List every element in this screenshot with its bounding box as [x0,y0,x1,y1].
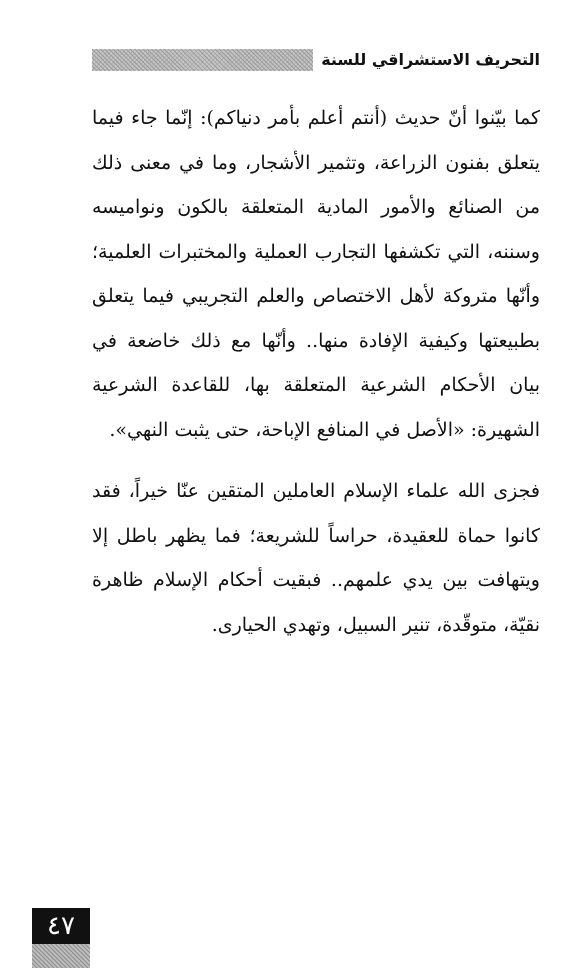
page-number-block [32,908,90,968]
body-text [92,96,540,647]
page-number: ٤٧ [32,908,90,944]
header-texture-band [92,49,313,71]
running-header [92,45,540,75]
paragraph-2: فجزى الله علماء الإسلام العاملين المتقين عنّا خيراً، فقد كانوا حماة للعقيدة، حراساً للشريعة؛ فما يظهر باطل إلا ويتهافت بين يدي علمهم.. فبقيت أحكام الإسلام ظاهرة نقيّة، متوقّدة، تنير السبيل، وتهدي الحيارى. [92,480,540,636]
running-title: التحريف الاستشراقي للسنة [321,50,540,69]
paragraph-1: كما بيّنوا أنّ حديث (أنتم أعلم بأمر دنياكم): إنّما جاء فيما يتعلق بفنون الزراعة، وتثمير الأشجار، وما في معنى ذلك من الصنائع والأمور المادية المتعلقة بالكون ونواميسه وسننه، التي تكشفها التجارب العملية والمختبرات العلمية؛ وأنّها متروكة لأهل الاختصاص والعلم التجريبي فيما يتعلق بطبيعتها وكيفية الإفادة منها.. وأنّها مع ذلك خاضعة في بيان الأحكام الشرعية المتعلقة بها، للقاعدة الشرعية الشهيرة: «الأصل في المنافع الإباحة، حتى يثبت النهي». [92,107,540,441]
